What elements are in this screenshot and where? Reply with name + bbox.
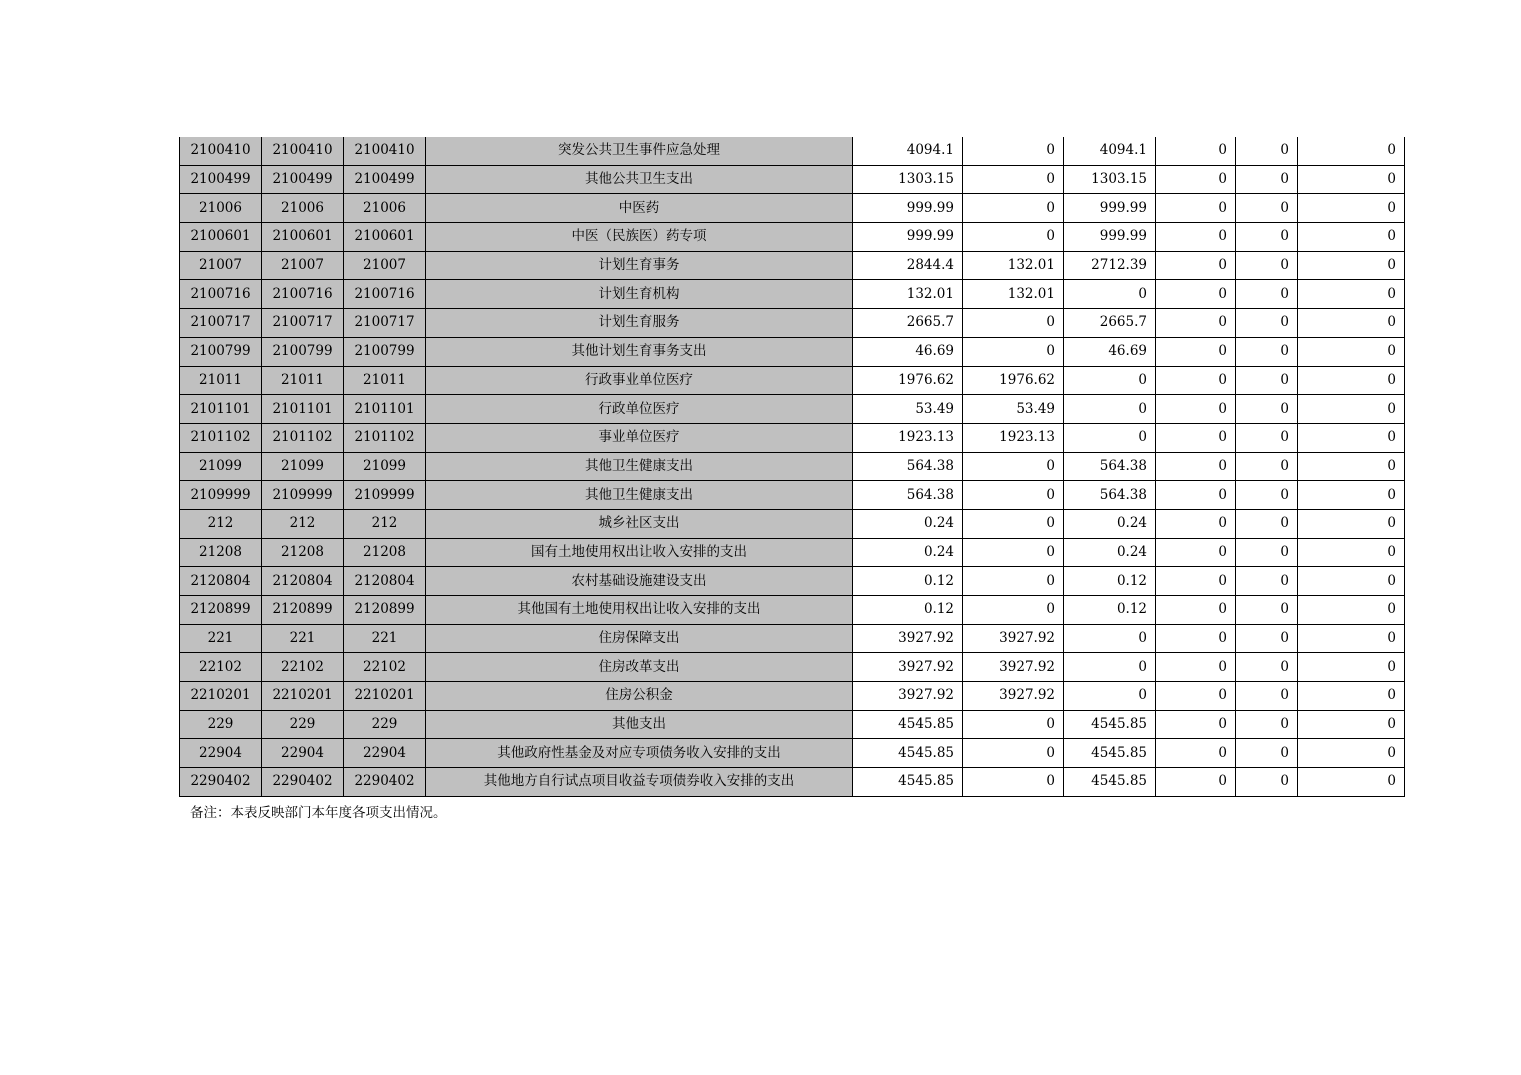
basic-expenditure-cell: 3927.92 [963,682,1064,711]
total-cell: 4094.1 [853,137,963,165]
project-expenditure-cell: 0.24 [1064,538,1156,567]
column-9-cell: 0 [1236,624,1298,653]
total-cell: 0.24 [853,509,963,538]
class-code-cell: 2290402 [180,768,262,797]
item-code-cell: 2100601 [344,223,426,252]
subject-name-cell: 国有土地使用权出让收入安排的支出 [426,538,853,567]
project-expenditure-cell: 1303.15 [1064,165,1156,194]
project-expenditure-cell: 4094.1 [1064,137,1156,165]
column-9-cell: 0 [1236,194,1298,223]
column-9-cell: 0 [1236,739,1298,768]
total-cell: 53.49 [853,395,963,424]
project-expenditure-cell: 0.24 [1064,509,1156,538]
column-8-cell: 0 [1156,251,1236,280]
item-code-cell: 2100717 [344,309,426,338]
table-body [180,137,1405,796]
section-code-cell: 2101102 [262,423,344,452]
column-8-cell: 0 [1156,337,1236,366]
item-code-cell: 2100716 [344,280,426,309]
table-row [180,165,1405,194]
project-expenditure-cell: 0.12 [1064,596,1156,625]
project-expenditure-cell: 0.12 [1064,567,1156,596]
item-code-cell: 21099 [344,452,426,481]
table-note: 备注：本表反映部门本年度各项支出情况。 [190,805,447,821]
table-row [180,366,1405,395]
basic-expenditure-cell: 0 [963,165,1064,194]
total-cell: 4545.85 [853,739,963,768]
class-code-cell: 21006 [180,194,262,223]
project-expenditure-cell: 564.38 [1064,452,1156,481]
subject-name-cell: 其他地方自行试点项目收益专项债券收入安排的支出 [426,768,853,797]
table-row [180,768,1405,797]
column-10-cell: 0 [1298,251,1405,280]
class-code-cell: 2100717 [180,309,262,338]
table-row [180,280,1405,309]
subject-name-cell: 计划生育机构 [426,280,853,309]
project-expenditure-cell: 2712.39 [1064,251,1156,280]
section-code-cell: 21208 [262,538,344,567]
column-10-cell: 0 [1298,567,1405,596]
section-code-cell: 2109999 [262,481,344,510]
class-code-cell: 2100601 [180,223,262,252]
table-row [180,710,1405,739]
column-10-cell: 0 [1298,165,1405,194]
column-9-cell: 0 [1236,223,1298,252]
class-code-cell: 212 [180,509,262,538]
column-10-cell: 0 [1298,509,1405,538]
table-row [180,337,1405,366]
item-code-cell: 221 [344,624,426,653]
section-code-cell: 229 [262,710,344,739]
basic-expenditure-cell: 0 [963,194,1064,223]
section-code-cell: 2120804 [262,567,344,596]
item-code-cell: 2210201 [344,682,426,711]
total-cell: 1303.15 [853,165,963,194]
section-code-cell: 2100717 [262,309,344,338]
item-code-cell: 2120899 [344,596,426,625]
project-expenditure-cell: 46.69 [1064,337,1156,366]
project-expenditure-cell: 4545.85 [1064,768,1156,797]
subject-name-cell: 行政单位医疗 [426,395,853,424]
column-8-cell: 0 [1156,309,1236,338]
class-code-cell: 21208 [180,538,262,567]
project-expenditure-cell: 0 [1064,395,1156,424]
class-code-cell: 2101102 [180,423,262,452]
subject-name-cell: 农村基础设施建设支出 [426,567,853,596]
basic-expenditure-cell: 0 [963,739,1064,768]
column-8-cell: 0 [1156,538,1236,567]
subject-name-cell: 中医（民族医）药专项 [426,223,853,252]
column-9-cell: 0 [1236,682,1298,711]
total-cell: 564.38 [853,481,963,510]
basic-expenditure-cell: 0 [963,538,1064,567]
subject-name-cell: 住房公积金 [426,682,853,711]
total-cell: 132.01 [853,280,963,309]
column-9-cell: 0 [1236,596,1298,625]
column-8-cell: 0 [1156,165,1236,194]
class-code-cell: 2210201 [180,682,262,711]
section-code-cell: 2100716 [262,280,344,309]
total-cell: 46.69 [853,337,963,366]
table-row [180,596,1405,625]
column-9-cell: 0 [1236,137,1298,165]
column-10-cell: 0 [1298,452,1405,481]
table-row [180,223,1405,252]
project-expenditure-cell: 0 [1064,682,1156,711]
section-code-cell: 2101101 [262,395,344,424]
subject-name-cell: 中医药 [426,194,853,223]
subject-name-cell: 住房改革支出 [426,653,853,682]
basic-expenditure-cell: 0 [963,223,1064,252]
basic-expenditure-cell: 0 [963,710,1064,739]
table-row [180,739,1405,768]
table-row [180,194,1405,223]
basic-expenditure-cell: 0 [963,309,1064,338]
item-code-cell: 2120804 [344,567,426,596]
project-expenditure-cell: 0 [1064,366,1156,395]
column-10-cell: 0 [1298,337,1405,366]
project-expenditure-cell: 0 [1064,653,1156,682]
column-9-cell: 0 [1236,366,1298,395]
total-cell: 3927.92 [853,682,963,711]
total-cell: 3927.92 [853,624,963,653]
basic-expenditure-cell: 0 [963,509,1064,538]
basic-expenditure-cell: 3927.92 [963,624,1064,653]
item-code-cell: 212 [344,509,426,538]
column-8-cell: 0 [1156,596,1236,625]
column-9-cell: 0 [1236,309,1298,338]
column-8-cell: 0 [1156,395,1236,424]
basic-expenditure-cell: 132.01 [963,280,1064,309]
section-code-cell: 22102 [262,653,344,682]
column-10-cell: 0 [1298,366,1405,395]
item-code-cell: 2100499 [344,165,426,194]
total-cell: 2844.4 [853,251,963,280]
column-8-cell: 0 [1156,452,1236,481]
column-10-cell: 0 [1298,596,1405,625]
table-row [180,309,1405,338]
column-8-cell: 0 [1156,423,1236,452]
column-9-cell: 0 [1236,538,1298,567]
project-expenditure-cell: 999.99 [1064,223,1156,252]
total-cell: 3927.92 [853,653,963,682]
item-code-cell: 22102 [344,653,426,682]
subject-name-cell: 其他政府性基金及对应专项债务收入安排的支出 [426,739,853,768]
project-expenditure-cell: 4545.85 [1064,739,1156,768]
basic-expenditure-cell: 53.49 [963,395,1064,424]
column-8-cell: 0 [1156,194,1236,223]
column-8-cell: 0 [1156,624,1236,653]
item-code-cell: 229 [344,710,426,739]
column-10-cell: 0 [1298,309,1405,338]
item-code-cell: 2101102 [344,423,426,452]
total-cell: 4545.85 [853,710,963,739]
table-row [180,251,1405,280]
project-expenditure-cell: 0 [1064,624,1156,653]
section-code-cell: 21006 [262,194,344,223]
column-10-cell: 0 [1298,223,1405,252]
subject-name-cell: 其他卫生健康支出 [426,481,853,510]
section-code-cell: 2100499 [262,165,344,194]
column-10-cell: 0 [1298,280,1405,309]
table-row [180,624,1405,653]
basic-expenditure-cell: 0 [963,567,1064,596]
basic-expenditure-cell: 0 [963,137,1064,165]
column-10-cell: 0 [1298,423,1405,452]
column-9-cell: 0 [1236,509,1298,538]
item-code-cell: 2101101 [344,395,426,424]
basic-expenditure-cell: 1923.13 [963,423,1064,452]
column-10-cell: 0 [1298,481,1405,510]
project-expenditure-cell: 4545.85 [1064,710,1156,739]
section-code-cell: 2290402 [262,768,344,797]
class-code-cell: 2120899 [180,596,262,625]
column-9-cell: 0 [1236,395,1298,424]
class-code-cell: 2100799 [180,337,262,366]
class-code-cell: 22904 [180,739,262,768]
basic-expenditure-cell: 0 [963,337,1064,366]
column-10-cell: 0 [1298,624,1405,653]
section-code-cell: 2100410 [262,137,344,165]
class-code-cell: 2109999 [180,481,262,510]
total-cell: 999.99 [853,223,963,252]
project-expenditure-cell: 564.38 [1064,481,1156,510]
column-9-cell: 0 [1236,567,1298,596]
column-9-cell: 0 [1236,251,1298,280]
class-code-cell: 2100716 [180,280,262,309]
total-cell: 0.12 [853,567,963,596]
section-code-cell: 2210201 [262,682,344,711]
item-code-cell: 2290402 [344,768,426,797]
column-10-cell: 0 [1298,739,1405,768]
subject-name-cell: 其他支出 [426,710,853,739]
column-8-cell: 0 [1156,567,1236,596]
total-cell: 2665.7 [853,309,963,338]
subject-name-cell: 突发公共卫生事件应急处理 [426,137,853,165]
total-cell: 1976.62 [853,366,963,395]
table-row [180,653,1405,682]
basic-expenditure-cell: 0 [963,481,1064,510]
column-9-cell: 0 [1236,423,1298,452]
item-code-cell: 2100799 [344,337,426,366]
table-row [180,452,1405,481]
column-8-cell: 0 [1156,137,1236,165]
basic-expenditure-cell: 132.01 [963,251,1064,280]
subject-name-cell: 计划生育事务 [426,251,853,280]
section-code-cell: 21099 [262,452,344,481]
column-10-cell: 0 [1298,768,1405,797]
section-code-cell: 21007 [262,251,344,280]
basic-expenditure-cell: 1976.62 [963,366,1064,395]
column-10-cell: 0 [1298,395,1405,424]
column-9-cell: 0 [1236,481,1298,510]
table-row [180,538,1405,567]
project-expenditure-cell: 0 [1064,423,1156,452]
item-code-cell: 22904 [344,739,426,768]
subject-name-cell: 计划生育服务 [426,309,853,338]
basic-expenditure-cell: 3927.92 [963,653,1064,682]
column-8-cell: 0 [1156,653,1236,682]
class-code-cell: 21007 [180,251,262,280]
column-8-cell: 0 [1156,739,1236,768]
section-code-cell: 2100799 [262,337,344,366]
column-9-cell: 0 [1236,710,1298,739]
class-code-cell: 2101101 [180,395,262,424]
column-10-cell: 0 [1298,538,1405,567]
total-cell: 564.38 [853,452,963,481]
subject-name-cell: 其他国有土地使用权出让收入安排的支出 [426,596,853,625]
total-cell: 0.24 [853,538,963,567]
table-row [180,567,1405,596]
class-code-cell: 221 [180,624,262,653]
table-row [180,481,1405,510]
column-9-cell: 0 [1236,452,1298,481]
table-row [180,137,1405,165]
subject-name-cell: 其他计划生育事务支出 [426,337,853,366]
table-row [180,682,1405,711]
column-9-cell: 0 [1236,768,1298,797]
section-code-cell: 21011 [262,366,344,395]
subject-name-cell: 其他公共卫生支出 [426,165,853,194]
item-code-cell: 21006 [344,194,426,223]
column-8-cell: 0 [1156,481,1236,510]
total-cell: 0.12 [853,596,963,625]
table-row [180,423,1405,452]
basic-expenditure-cell: 0 [963,596,1064,625]
subject-name-cell: 住房保障支出 [426,624,853,653]
section-code-cell: 221 [262,624,344,653]
column-10-cell: 0 [1298,682,1405,711]
total-cell: 1923.13 [853,423,963,452]
table-row [180,395,1405,424]
subject-name-cell: 城乡社区支出 [426,509,853,538]
column-8-cell: 0 [1156,768,1236,797]
section-code-cell: 2120899 [262,596,344,625]
subject-name-cell: 行政事业单位医疗 [426,366,853,395]
section-code-cell: 22904 [262,739,344,768]
project-expenditure-cell: 2665.7 [1064,309,1156,338]
section-code-cell: 212 [262,509,344,538]
project-expenditure-cell: 999.99 [1064,194,1156,223]
column-8-cell: 0 [1156,710,1236,739]
column-8-cell: 0 [1156,223,1236,252]
class-code-cell: 229 [180,710,262,739]
table-row [180,509,1405,538]
item-code-cell: 2100410 [344,137,426,165]
column-10-cell: 0 [1298,653,1405,682]
class-code-cell: 21011 [180,366,262,395]
subject-name-cell: 事业单位医疗 [426,423,853,452]
column-9-cell: 0 [1236,165,1298,194]
section-code-cell: 2100601 [262,223,344,252]
item-code-cell: 21007 [344,251,426,280]
column-9-cell: 0 [1236,280,1298,309]
column-8-cell: 0 [1156,509,1236,538]
expenditure-table [179,137,1405,797]
class-code-cell: 2120804 [180,567,262,596]
column-9-cell: 0 [1236,653,1298,682]
total-cell: 999.99 [853,194,963,223]
class-code-cell: 2100410 [180,137,262,165]
item-code-cell: 21011 [344,366,426,395]
column-10-cell: 0 [1298,710,1405,739]
column-9-cell: 0 [1236,337,1298,366]
column-8-cell: 0 [1156,280,1236,309]
subject-name-cell: 其他卫生健康支出 [426,452,853,481]
total-cell: 4545.85 [853,768,963,797]
item-code-cell: 21208 [344,538,426,567]
column-8-cell: 0 [1156,682,1236,711]
project-expenditure-cell: 0 [1064,280,1156,309]
column-10-cell: 0 [1298,194,1405,223]
basic-expenditure-cell: 0 [963,452,1064,481]
class-code-cell: 21099 [180,452,262,481]
column-10-cell: 0 [1298,137,1405,165]
item-code-cell: 2109999 [344,481,426,510]
class-code-cell: 22102 [180,653,262,682]
class-code-cell: 2100499 [180,165,262,194]
basic-expenditure-cell: 0 [963,768,1064,797]
column-8-cell: 0 [1156,366,1236,395]
